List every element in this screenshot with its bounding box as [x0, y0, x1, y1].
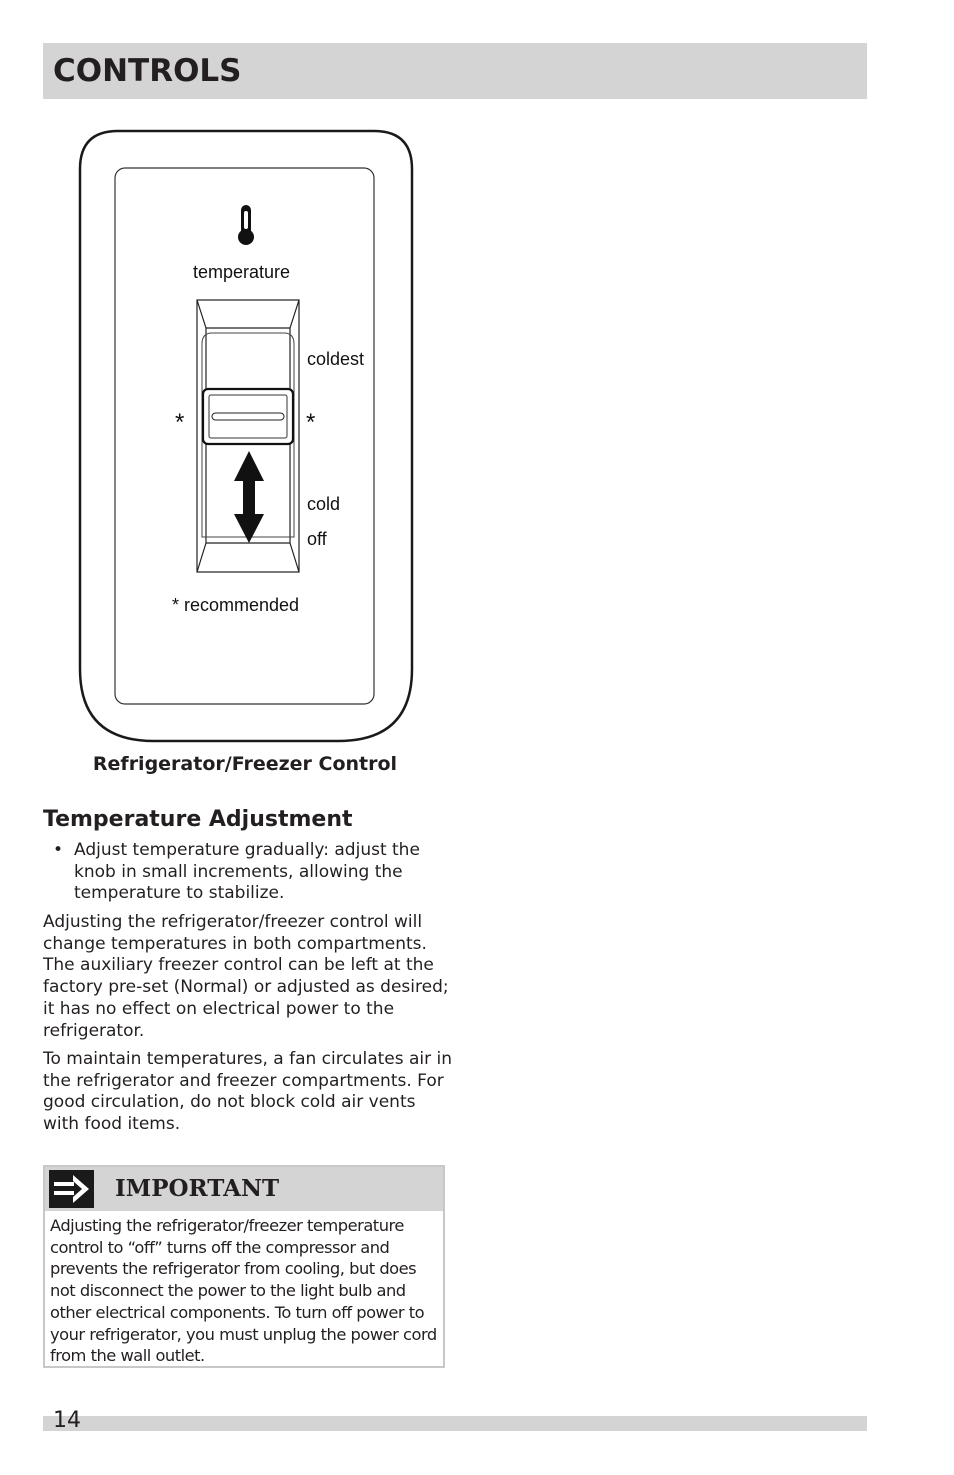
important-title: IMPORTANT [115, 1175, 280, 1202]
right-arrow-icon [49, 1170, 94, 1208]
control-panel-illustration [78, 129, 414, 743]
paragraph-control-effect: Adjusting the refrigerator/freezer control will change temperatures in both compartments. The auxiliary freezer control can be left at the factory pre-set (Normal) or adjusted as desired; it has no effect on electrical power to the refrigerator. [43, 912, 449, 1041]
slider-knob [203, 389, 293, 444]
important-notice [43, 1165, 445, 1368]
list-item [43, 840, 453, 905]
recommended-star-right: * [306, 409, 316, 436]
off-label: off [307, 529, 327, 549]
cold-label: cold [307, 494, 341, 514]
page-header [43, 43, 867, 99]
section-heading: Temperature Adjustment [43, 807, 353, 832]
footer-bar [43, 1416, 867, 1431]
important-body: Adjusting the refrigerator/freezer temperature control to “off” turns off the compressor and prevents the refrigerator from cooling, but does not disconnect the power to the light bulb and other electrical components. To turn off power to your refrigerator, you must unplug the power cord from the wall outlet. [50, 1216, 437, 1366]
bullet-list [43, 840, 453, 905]
bullet-dot: • [53, 840, 64, 860]
paragraph-fan-circulation: To maintain temperatures, a fan circulates air in the refrigerator and freezer compartments. For good circulation, do not block cold air vents with food items. [43, 1049, 453, 1135]
recommended-note: * recommended [172, 595, 300, 615]
control-diagram [78, 129, 414, 743]
coldest-label: coldest [307, 349, 365, 369]
list-item-text: Adjust temperature gradually: adjust the knob in small increments, allowing the temperature to stabilize. [74, 840, 420, 904]
recommended-star-left: * [175, 409, 185, 436]
important-header [45, 1167, 443, 1211]
page-number: 14 [53, 1408, 81, 1433]
figure-caption: Refrigerator/Freezer Control [92, 753, 398, 775]
page-title: CONTROLS [53, 53, 242, 89]
temperature-label: temperature [193, 262, 291, 282]
